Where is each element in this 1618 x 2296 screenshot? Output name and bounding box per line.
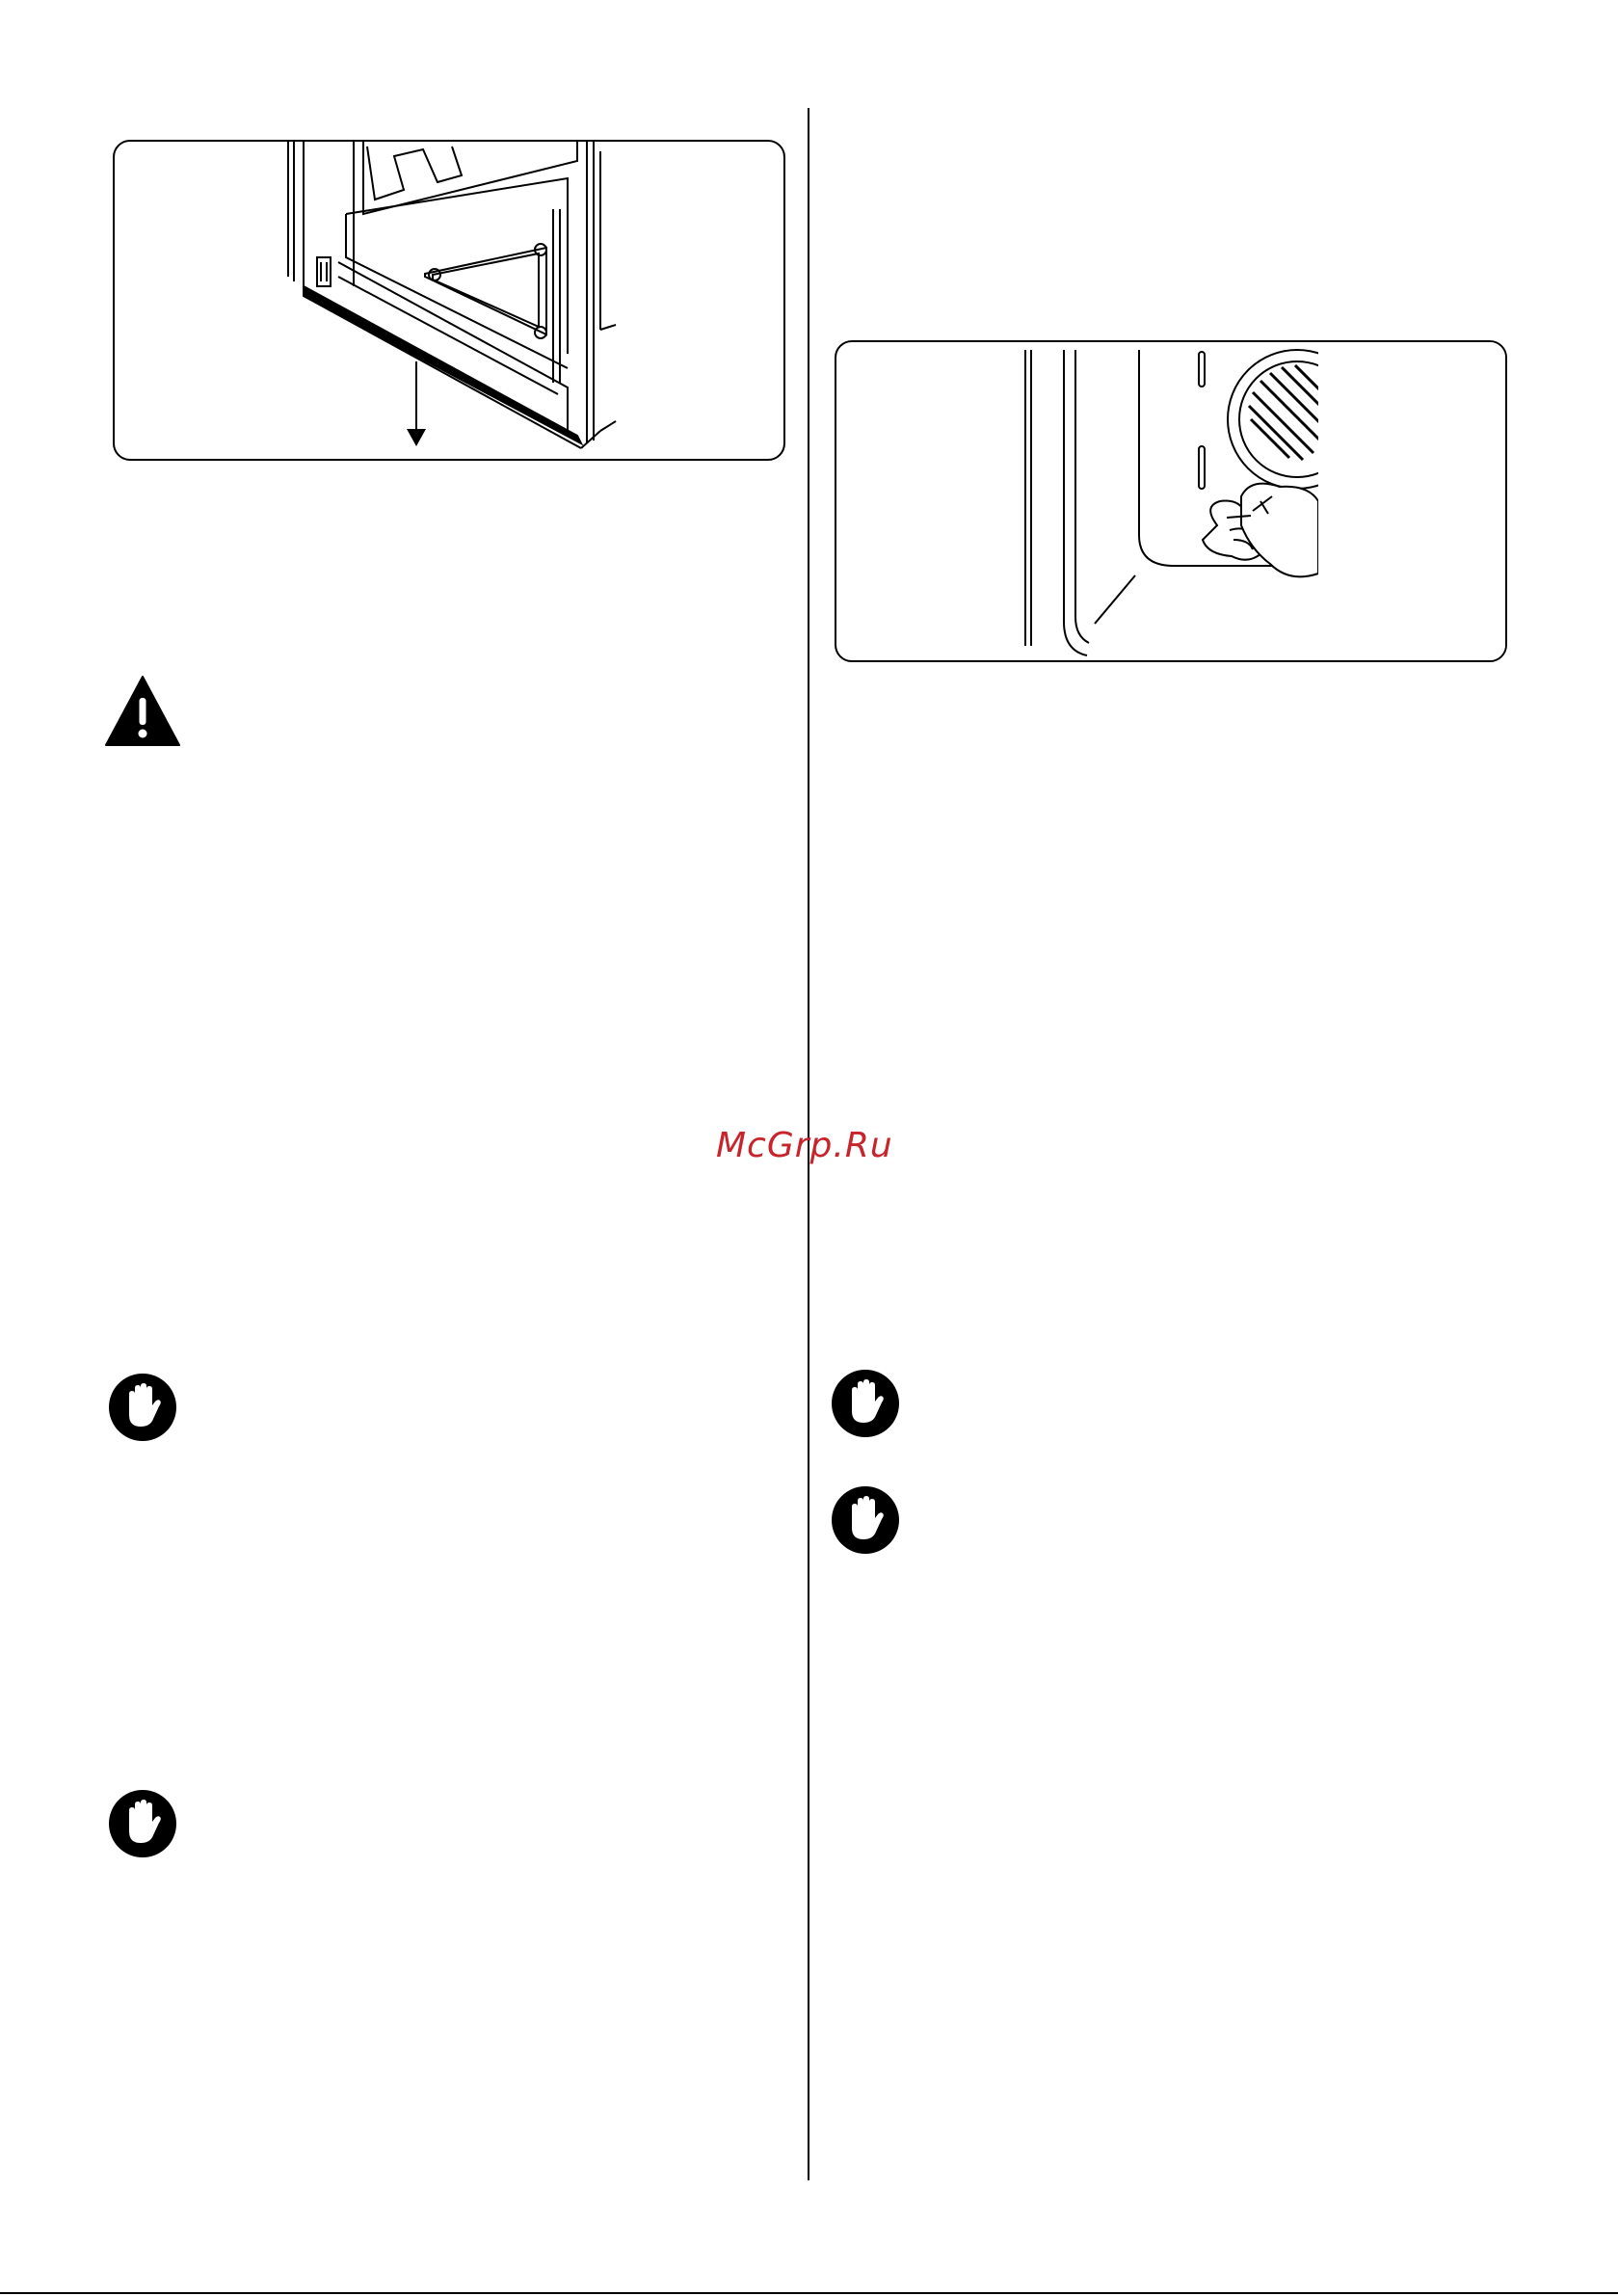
oven-door-seal-illustration [115, 142, 783, 459]
oven-cavity-cleaning-illustration [836, 342, 1505, 660]
stop-hand-icon [108, 1789, 177, 1858]
page-bottom-rule [0, 2292, 1618, 2294]
stop-hand-icon [108, 1373, 177, 1442]
warning-triangle-icon [104, 675, 181, 747]
stop-hand-icon [831, 1369, 900, 1438]
stop-hand-icon [831, 1485, 900, 1555]
figure-oven-cleaning [835, 340, 1507, 662]
watermark: McGrp.Ru [716, 1126, 893, 1165]
figure-oven-door-seal [113, 140, 785, 461]
